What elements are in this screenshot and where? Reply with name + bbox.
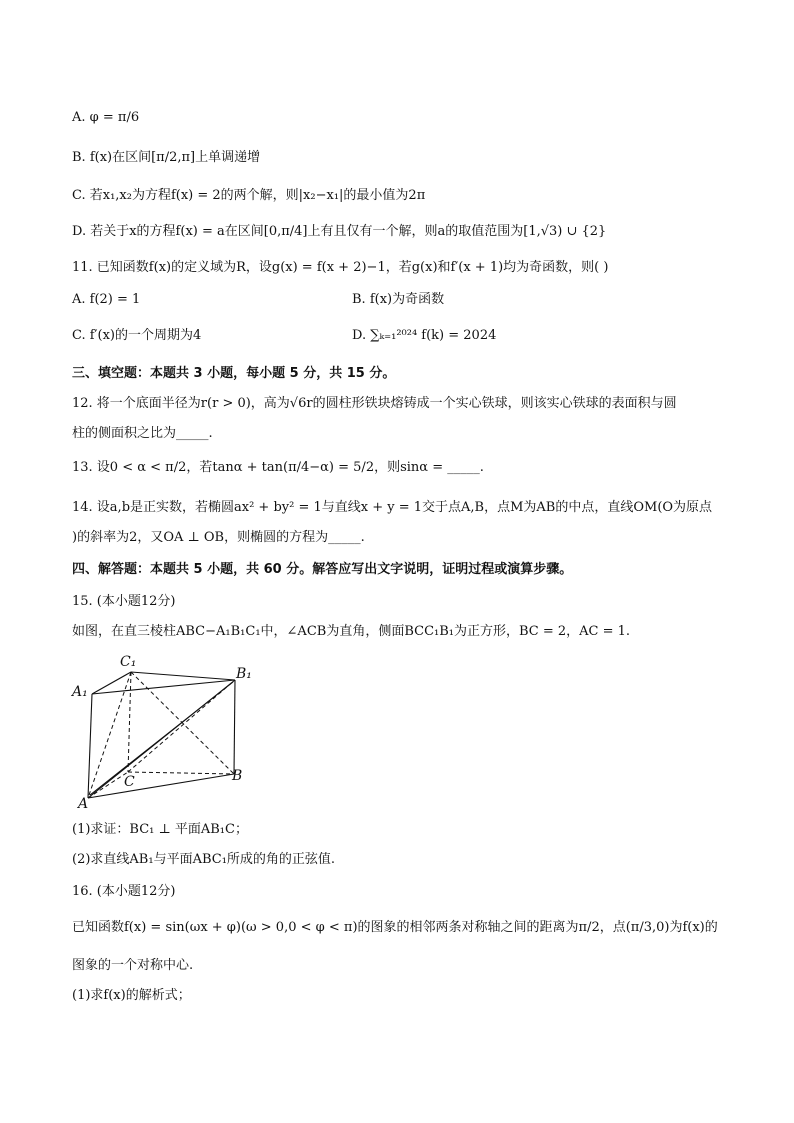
q16-part1: (1)求f(x)的解析式； — [72, 988, 191, 1003]
q11-option-b: B. f(x)为奇函数 — [352, 292, 445, 307]
q11-option-d: D. ∑ₖ₌₁²⁰²⁴ f(k) = 2024 — [352, 328, 497, 343]
q11-stem: 11. 已知函数f(x)的定义域为R，设g(x) = f(x + 2)−1，若g(x)和f′(x + 1)均为奇函数，则( ) — [72, 260, 609, 275]
edge-b1-b — [234, 680, 235, 774]
q13-text: 13. 设0 < α < π/2，若tanα + tan(π/4−α) = 5/2，则sinα = _____. — [72, 460, 484, 475]
section4-heading: 四、解答题：本题共 5 小题，共 60 分。解答应写出文字说明，证明过程或演算步骤。 — [72, 562, 573, 577]
edge-a1-a — [88, 694, 92, 798]
q14-line2: )的斜率为2，又OA ⊥ OB，则椭圆的方程为_____. — [72, 530, 365, 545]
edge-c1-b-hidden — [131, 672, 234, 774]
label-b1: B₁ — [236, 666, 252, 682]
q15-part1: (1)求证：BC₁ ⊥ 平面AB₁C； — [72, 822, 248, 837]
edge-a-b — [88, 774, 234, 798]
edge-c1-b1 — [131, 672, 235, 680]
q16-line1: 已知函数f(x) = sin(ωx + φ)(ω > 0,0 < φ < π)的图象的相邻两条对称轴之间的距离为π/2，点(π/3,0)为f(x)的 — [72, 920, 718, 935]
section3-heading: 三、填空题：本题共 3 小题，每小题 5 分，共 15 分。 — [72, 366, 396, 381]
prism-figure — [70, 652, 260, 812]
edge-c-b1-hidden — [128, 680, 235, 772]
q16-number: 16. (本小题12分) — [72, 884, 176, 899]
q11-option-a: A. f(2) = 1 — [72, 292, 141, 307]
label-a: A — [78, 796, 89, 812]
q10-option-d: D. 若关于x的方程f(x) = a在区间[0,π/4]上有且仅有一个解，则a的取值范围为[1,√3) ∪ {2} — [72, 224, 607, 239]
edge-c1-c-hidden — [128, 672, 131, 772]
q10-option-b: B. f(x)在区间[π/2,π]上单调递增 — [72, 150, 261, 165]
q15-number: 15. (本小题12分) — [72, 594, 176, 609]
label-a1: A₁ — [72, 684, 88, 700]
q15-part2: (2)求直线AB₁与平面ABC₁所成的角的正弦值. — [72, 852, 336, 867]
q11-option-c: C. f′(x)的一个周期为4 — [72, 328, 202, 343]
q15-stem: 如图，在直三棱柱ABC−A₁B₁C₁中，∠ACB为直角，侧面BCC₁B₁为正方形，BC = 2，AC = 1. — [72, 624, 631, 639]
edge-a-c-hidden — [88, 772, 128, 798]
q12-line2: 柱的侧面积之比为_____. — [72, 426, 213, 441]
q16-line2: 图象的一个对称中心. — [72, 958, 194, 973]
label-b: B — [232, 768, 243, 784]
label-c1: C₁ — [120, 654, 137, 670]
edge-c-b-hidden — [128, 772, 234, 774]
q14-line1: 14. 设a,b是正实数，若椭圆ax² + by² = 1与直线x + y = 1交于点A,B，点M为AB的中点，直线OM(O为原点 — [72, 500, 713, 515]
q10-option-c: C. 若x₁,x₂为方程f(x) = 2的两个解，则|x₂−x₁|的最小值为2π — [72, 188, 426, 203]
q10-option-a: A. φ = π/6 — [72, 110, 140, 125]
label-c: C — [124, 774, 135, 790]
q12-line1: 12. 将一个底面半径为r(r > 0)，高为√6r的圆柱形铁块熔铸成一个实心铁球，则该实心铁球的表面积与圆 — [72, 396, 677, 411]
